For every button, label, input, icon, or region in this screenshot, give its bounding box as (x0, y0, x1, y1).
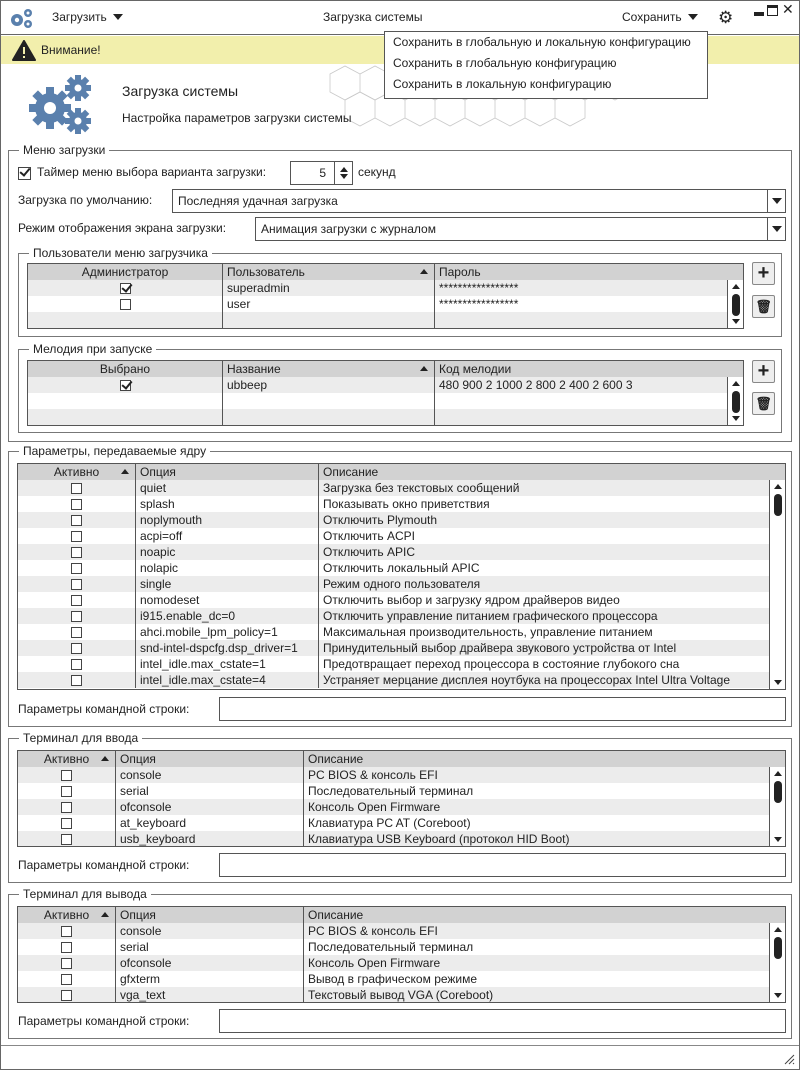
description-cell: Отключить управление питанием графического процессора (323, 609, 658, 623)
spinner-arrows-icon[interactable] (334, 162, 352, 184)
column-header-1[interactable]: Опция (116, 751, 304, 767)
cmdline-label: Параметры командной строки: (18, 702, 190, 716)
description-cell: PC BIOS & консоль EFI (308, 924, 438, 938)
table-header (18, 751, 786, 767)
row-checkbox[interactable] (71, 675, 82, 686)
column-header-0[interactable]: Активно (18, 464, 136, 480)
row-checkbox[interactable] (71, 659, 82, 670)
display-mode-value: Анимация загрузки с журналом (261, 222, 436, 236)
page-subtitle: Настройка параметров загрузки системы (122, 111, 352, 125)
page-title: Загрузка системы (122, 83, 239, 99)
option-cell: acpi=off (136, 528, 319, 544)
row-checkbox[interactable] (71, 563, 82, 574)
option-cell: single (136, 576, 319, 592)
chevron-down-icon (113, 14, 123, 20)
description-cell: Загрузка без текстовых сообщений (323, 481, 520, 495)
scroll-thumb[interactable] (774, 781, 782, 803)
sort-ascending-icon (101, 756, 109, 761)
table-row[interactable] (18, 783, 771, 799)
description-cell: Вывод в графическом режиме (308, 972, 478, 986)
title-bar (0, 0, 800, 35)
save-menu-item[interactable]: Сохранить в локальную конфигурацию (393, 77, 612, 91)
row-checkbox[interactable] (71, 579, 82, 590)
scroll-up-icon[interactable] (774, 484, 782, 489)
table-row[interactable] (18, 480, 771, 496)
table-header (18, 464, 786, 480)
description-cell: Клавиатура PC AT (Coreboot) (308, 816, 471, 830)
row-checkbox[interactable] (61, 926, 72, 937)
option-cell: nolapic (136, 560, 319, 576)
load-menu[interactable] (52, 10, 123, 24)
checkbox-cell (18, 831, 116, 847)
column-header-1[interactable]: Название (223, 361, 435, 377)
option-cell: i915.enable_dc=0 (136, 608, 319, 624)
option-cell: superadmin (223, 280, 435, 296)
option-cell (223, 393, 435, 409)
column-header-1[interactable]: Пользователь (223, 264, 435, 280)
column-header-0[interactable]: Активно (18, 751, 116, 767)
option-cell: snd-intel-dspcfg.dsp_driver=1 (136, 640, 319, 656)
table-row[interactable] (18, 923, 771, 939)
scroll-thumb[interactable] (774, 937, 782, 959)
option-cell: console (116, 923, 304, 939)
row-checkbox[interactable] (71, 643, 82, 654)
default-boot-value: Последняя удачная загрузка (178, 194, 338, 208)
scroll-down-icon[interactable] (732, 416, 740, 421)
cmdline-label: Параметры командной строки: (18, 858, 190, 872)
row-checkbox[interactable] (71, 499, 82, 510)
melody-table (27, 360, 744, 426)
status-bar-divider (1, 1045, 799, 1046)
row-checkbox[interactable] (61, 786, 72, 797)
group-legend: Параметры, передаваемые ядру (19, 444, 210, 458)
checkbox-cell (18, 528, 136, 544)
trash-icon: 🗑 (755, 298, 772, 314)
checkbox-cell (28, 409, 223, 425)
option-cell: nomodeset (136, 592, 319, 608)
maximize-button[interactable] (767, 5, 778, 16)
checkbox-cell (18, 544, 136, 560)
option-cell: ofconsole (116, 799, 304, 815)
dropdown-arrow-icon[interactable] (767, 218, 785, 240)
table-row[interactable] (18, 939, 771, 955)
option-cell: at_keyboard (116, 815, 304, 831)
checkbox-cell (18, 783, 116, 799)
description-cell: Последовательный терминал (308, 784, 474, 798)
table-row[interactable] (18, 528, 771, 544)
default-boot-label: Загрузка по умолчанию: (18, 193, 153, 207)
system-gears-icon (28, 74, 94, 136)
window-title: Загрузка системы (323, 10, 423, 24)
option-cell: serial (116, 783, 304, 799)
column-header-2[interactable]: Код мелодии (439, 362, 512, 376)
checkbox-cell (28, 393, 223, 409)
option-cell: user (223, 296, 435, 312)
vertical-scrollbar[interactable] (769, 767, 785, 846)
scroll-thumb[interactable] (732, 294, 740, 316)
scroll-up-icon[interactable] (732, 381, 740, 386)
table-row[interactable] (18, 971, 771, 987)
description-cell: Отключить выбор и загрузку ядром драйверов видео (323, 593, 620, 607)
group-legend: Мелодия при запуске (29, 342, 156, 356)
table-row[interactable] (18, 496, 771, 512)
description-cell (435, 312, 728, 328)
checkbox-cell (18, 512, 136, 528)
row-checkbox[interactable] (61, 990, 72, 1001)
group-legend: Пользователи меню загрузчика (29, 246, 212, 260)
table-row[interactable] (28, 280, 729, 296)
row-checkbox[interactable] (71, 595, 82, 606)
description-cell (435, 393, 728, 409)
group-legend: Терминал для ввода (19, 731, 142, 745)
chevron-down-icon (688, 14, 698, 20)
scroll-up-icon[interactable] (732, 284, 740, 289)
settings-gear-icon[interactable]: ⚙ (718, 8, 734, 27)
sort-ascending-icon (420, 269, 428, 274)
option-cell: ahci.mobile_lpm_policy=1 (136, 624, 319, 640)
checkbox-cell (18, 576, 136, 592)
column-header-0[interactable]: Администратор (28, 264, 223, 280)
row-checkbox[interactable] (71, 483, 82, 494)
description-cell: Предотвращает переход процессора в состояние глубокого сна (323, 657, 680, 671)
description-cell: Консоль Open Firmware (308, 800, 441, 814)
table-row[interactable] (28, 377, 729, 393)
table-row[interactable] (18, 624, 771, 640)
description-cell: Максимальная производительность, управление питанием (323, 625, 653, 639)
save-menu-item[interactable]: Сохранить в глобальную и локальную конфигурацию (393, 35, 691, 49)
table-row[interactable] (18, 576, 771, 592)
load-menu-label: Загрузить (52, 10, 107, 24)
checkbox-cell (28, 312, 223, 328)
checkbox-cell (18, 656, 136, 672)
column-header-2[interactable]: Описание (323, 465, 379, 479)
table-row[interactable] (18, 815, 771, 831)
checkbox-cell (18, 815, 116, 831)
option-cell: ubbeep (223, 377, 435, 393)
description-cell: Показывать окно приветствия (323, 497, 490, 511)
row-checkbox[interactable] (71, 611, 82, 622)
checkbox-cell (28, 296, 223, 312)
row-checkbox[interactable] (61, 974, 72, 985)
cmdline-label: Параметры командной строки: (18, 1014, 190, 1028)
scroll-up-icon[interactable] (774, 771, 782, 776)
timer-spinbox[interactable] (290, 161, 353, 185)
checkbox-cell (18, 560, 136, 576)
checkbox-cell (18, 971, 116, 987)
table-row[interactable] (18, 831, 771, 847)
description-cell: ***************** (439, 281, 519, 295)
description-cell (435, 409, 728, 425)
column-header-2[interactable]: Описание (308, 752, 364, 766)
checkbox-cell (18, 592, 136, 608)
option-cell (223, 409, 435, 425)
save-menu-item[interactable]: Сохранить в глобальную конфигурацию (393, 56, 617, 70)
checkbox-cell (18, 767, 116, 783)
option-cell (223, 312, 435, 328)
group-legend: Терминал для вывода (19, 887, 151, 901)
description-cell: Отключить Plymouth (323, 513, 438, 527)
column-header-0[interactable]: Выбрано (28, 361, 223, 377)
option-cell: console (116, 767, 304, 783)
option-cell: splash (136, 496, 319, 512)
row-checkbox[interactable] (71, 627, 82, 638)
option-cell: intel_idle.max_cstate=1 (136, 656, 319, 672)
option-cell: gfxterm (116, 971, 304, 987)
delete-user-button[interactable] (752, 295, 775, 318)
checkbox-cell (18, 799, 116, 815)
timer-value: 5 (319, 166, 326, 180)
description-cell: ***************** (439, 297, 519, 311)
column-header-2[interactable]: Пароль (439, 265, 481, 279)
sort-ascending-icon (101, 912, 109, 917)
sort-ascending-icon (420, 366, 428, 371)
table-header (28, 264, 744, 280)
row-checkbox[interactable] (61, 942, 72, 953)
description-cell: Отключить ACPI (323, 529, 415, 543)
checkbox-cell (18, 640, 136, 656)
scroll-down-icon[interactable] (774, 993, 782, 998)
description-cell: Отключить локальный APIC (323, 561, 480, 575)
vertical-scrollbar[interactable] (727, 280, 743, 328)
scroll-thumb[interactable] (774, 494, 782, 516)
checkbox-cell (18, 987, 116, 1003)
gears-icon (9, 7, 35, 29)
terminal-output-table (17, 906, 786, 1003)
table-row[interactable] (28, 409, 729, 425)
row-checkbox[interactable] (120, 283, 131, 294)
table-row[interactable] (28, 312, 729, 328)
vertical-scrollbar[interactable] (769, 480, 785, 689)
table-row[interactable] (18, 987, 771, 1003)
scroll-up-icon[interactable] (774, 927, 782, 932)
row-checkbox[interactable] (71, 515, 82, 526)
checkbox-cell (18, 496, 136, 512)
warning-text: Внимание! (41, 43, 101, 57)
column-header-2[interactable]: Описание (308, 908, 364, 922)
option-cell: vga_text (116, 987, 304, 1003)
sort-ascending-icon (121, 469, 129, 474)
option-cell: ofconsole (116, 955, 304, 971)
description-cell: Текстовый вывод VGA (Coreboot) (308, 988, 494, 1002)
table-row[interactable] (28, 296, 729, 312)
dropdown-arrow-icon[interactable] (767, 190, 785, 212)
description-cell: Консоль Open Firmware (308, 956, 441, 970)
scroll-down-icon[interactable] (732, 319, 740, 324)
option-cell: serial (116, 939, 304, 955)
trash-icon: 🗑 (755, 395, 772, 411)
table-row[interactable] (18, 656, 771, 672)
save-dropdown-menu (384, 31, 708, 99)
description-cell: Принудительный выбор драйвера звукового устройства от Intel (323, 641, 677, 655)
column-header-1[interactable]: Опция (116, 907, 304, 923)
checkbox-cell (18, 480, 136, 496)
users-table (27, 263, 744, 329)
table-row[interactable] (18, 799, 771, 815)
scroll-thumb[interactable] (732, 391, 740, 413)
table-row[interactable] (18, 560, 771, 576)
description-cell: Последовательный терминал (308, 940, 474, 954)
option-cell: intel_idle.max_cstate=4 (136, 672, 319, 688)
timer-unit: секунд (358, 165, 396, 179)
option-cell: quiet (136, 480, 319, 496)
checkbox-cell (18, 608, 136, 624)
option-cell: noplymouth (136, 512, 319, 528)
table-row[interactable] (18, 640, 771, 656)
description-cell: Режим одного пользователя (323, 577, 481, 591)
table-row[interactable] (18, 672, 771, 688)
display-mode-label: Режим отображения экрана загрузки: (18, 221, 227, 235)
column-header-0[interactable]: Активно (18, 907, 116, 923)
checkbox-cell (18, 672, 136, 688)
row-checkbox[interactable] (71, 547, 82, 558)
timer-label: Таймер меню выбора варианта загрузки: (37, 165, 267, 179)
checkbox-cell (18, 939, 116, 955)
table-row[interactable] (18, 512, 771, 528)
option-cell: noapic (136, 544, 319, 560)
group-legend: Меню загрузки (19, 143, 109, 157)
table-row[interactable] (18, 608, 771, 624)
row-checkbox[interactable] (120, 299, 131, 310)
table-row[interactable] (18, 767, 771, 783)
table-header (18, 907, 786, 923)
delete-melody-button[interactable] (752, 392, 775, 415)
default-boot-combo[interactable] (172, 189, 786, 213)
table-header (28, 361, 744, 377)
vertical-scrollbar[interactable] (727, 377, 743, 425)
terminal-input-table (17, 750, 786, 847)
add-user-button[interactable]: + (752, 262, 775, 285)
minimize-button[interactable] (754, 12, 764, 16)
option-cell: usb_keyboard (116, 831, 304, 847)
description-cell: Клавиатура USB Keyboard (протокол HID Boot) (308, 832, 570, 846)
checkbox-cell (18, 923, 116, 939)
row-checkbox[interactable] (61, 770, 72, 781)
scroll-down-icon[interactable] (774, 837, 782, 842)
kernel-params-table (17, 463, 786, 690)
scroll-down-icon[interactable] (774, 680, 782, 685)
row-checkbox[interactable] (61, 958, 72, 969)
table-row[interactable] (28, 393, 729, 409)
terminal-output-cmdline-input[interactable] (219, 1009, 786, 1033)
row-checkbox[interactable] (71, 531, 82, 542)
resize-grip-icon[interactable] (783, 1053, 795, 1065)
terminal-input-cmdline-input[interactable] (219, 853, 786, 877)
description-cell: 480 900 2 1000 2 800 2 400 2 600 3 (439, 378, 633, 392)
kernel-cmdline-input[interactable] (219, 697, 786, 721)
row-checkbox[interactable] (61, 802, 72, 813)
checkbox-cell (28, 377, 223, 393)
row-checkbox[interactable] (61, 818, 72, 829)
checkbox-cell (28, 280, 223, 296)
description-cell: Устраняет мерцание дисплея ноутбука на процессорах Intel Ultra Voltage (323, 673, 730, 687)
description-cell: PC BIOS & консоль EFI (308, 768, 438, 782)
timer-checkbox[interactable] (18, 167, 31, 180)
row-checkbox[interactable] (120, 380, 131, 391)
row-checkbox[interactable] (61, 834, 72, 845)
column-header-1[interactable]: Опция (136, 464, 319, 480)
add-melody-button[interactable]: + (752, 360, 775, 383)
description-cell: Отключить APIC (323, 545, 415, 559)
display-mode-combo[interactable] (255, 217, 786, 241)
warning-icon (12, 40, 36, 61)
checkbox-cell (18, 624, 136, 640)
table-row[interactable] (18, 544, 771, 560)
vertical-scrollbar[interactable] (769, 923, 785, 1002)
save-menu-label: Сохранить (622, 10, 682, 24)
checkbox-cell (18, 955, 116, 971)
table-row[interactable] (18, 955, 771, 971)
table-row[interactable] (18, 592, 771, 608)
close-button[interactable]: ✕ (782, 1, 794, 17)
save-menu[interactable] (622, 10, 698, 24)
